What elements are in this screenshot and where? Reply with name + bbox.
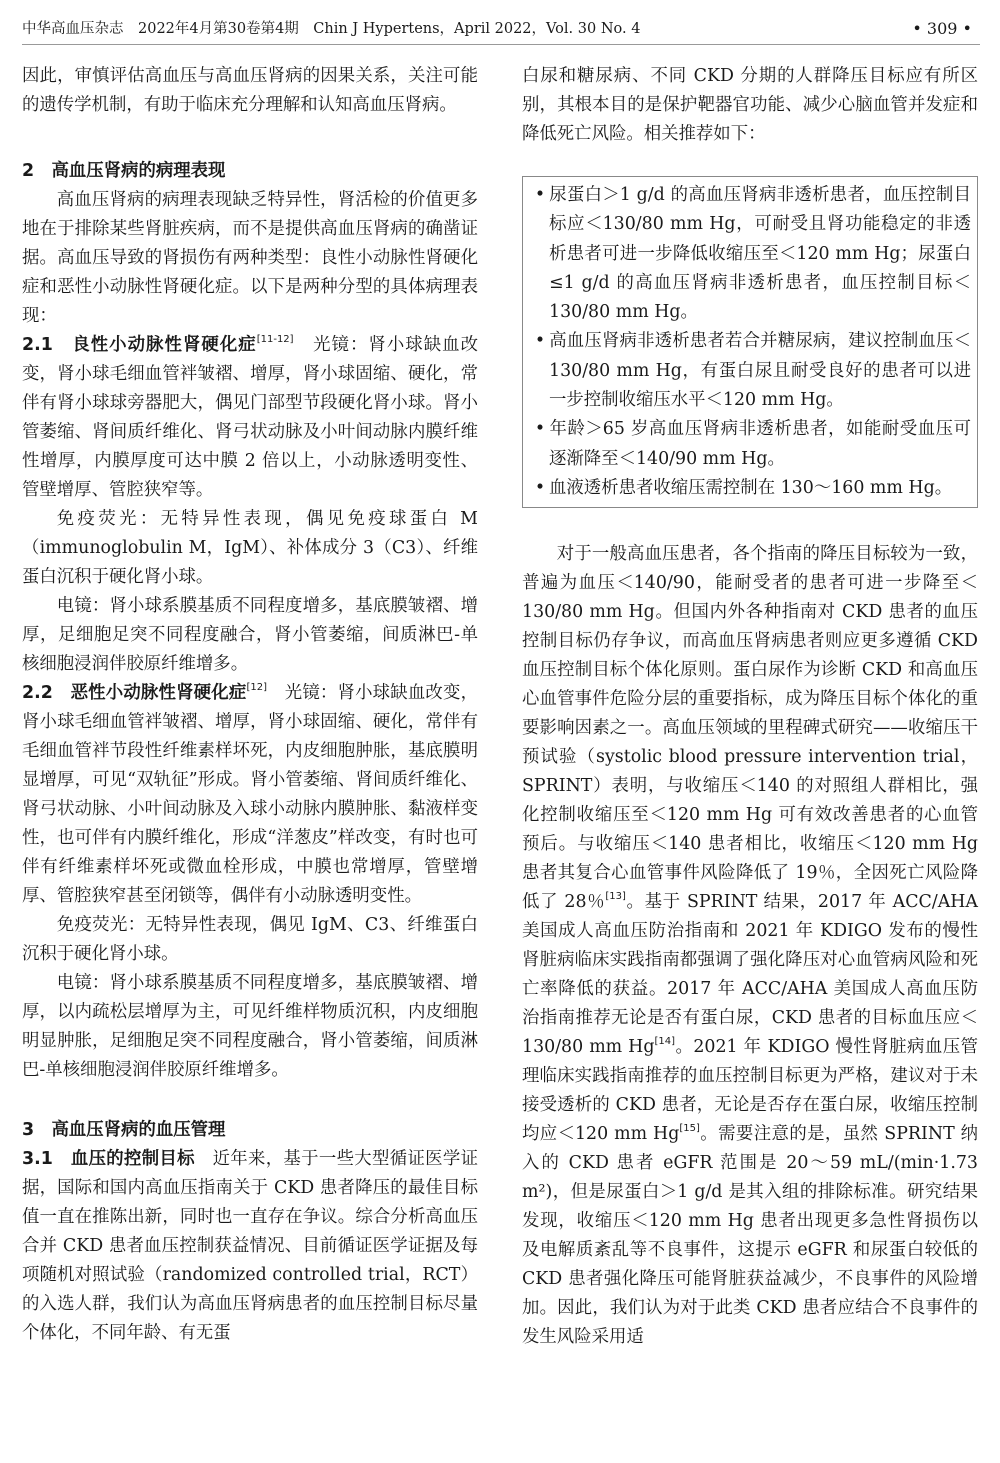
recommendations-box: [522, 176, 978, 508]
paragraph: [22, 679, 478, 911]
journal-citation: 中华高血压杂志 2022年4月第30卷第4期 Chin J Hypertens，April 2022，Vol. 30 No. 4: [22, 21, 641, 37]
text-run: 光镜：肾小球缺血改变，肾小球毛细血管袢皱褶、增厚，肾小球固缩、硬化，常伴有毛细血管袢节段性纤维素样坏死，内皮细胞肿胀，基底膜明显增厚，可见“双轨征”形成。肾小管萎缩、肾间质纤维化、肾弓状动脉、小叶间动脉及入球小动脉内膜肿胀、黏液样变性，也可伴有内膜纤维化，形成“洋葱皮”样改变，有时也可伴有纤维素样坏死或微血栓形成，中膜也常增厚，管壁增厚、管腔狭窄甚至闭锁等，偶伴有小动脉透明变性。: [22, 683, 478, 906]
citation-ref: [11-12]: [256, 334, 294, 345]
text-run: 因此，审慎评估高血压与高血压肾病的因果关系，关注可能的遗传学机制，有助于临床充分理解和认知高血压肾病。: [22, 66, 478, 115]
text-run: 光镜：肾小球缺血改变，肾小球毛细血管袢皱褶、增厚，肾小球固缩、硬化，常伴有肾小球球旁器肥大，偶见门部型节段硬化肾小球。肾小管萎缩、肾间质纤维化、肾弓状动脉及小叶间动脉内膜纤维性增厚，内膜厚度可达中膜 2 倍以上，小动脉透明变性、管壁增厚、管腔狭窄等。: [22, 335, 478, 500]
citation-ref: [12]: [246, 682, 267, 693]
text-run: 电镜：肾小球系膜基质不同程度增多，基底膜皱褶、增厚，足细胞足突不同程度融合，肾小管萎缩，间质淋巴-单核细胞浸润伴胶原纤维增多。: [22, 596, 478, 674]
paragraph: [22, 186, 478, 331]
paragraph: [22, 969, 478, 1085]
text-run: 免疫荧光：无特异性表现，偶见 IgM、C3、纤维蛋白沉积于硬化肾小球。: [22, 915, 478, 964]
paragraph: [22, 592, 478, 679]
paragraph: [22, 331, 478, 505]
intro-paragraph: 白尿和糖尿病、不同 CKD 分期的人群降压目标应有所区别，其根本目的是保护靶器官功能、减少心脑血管并发症和降低死亡风险。相关推荐如下：: [522, 66, 978, 144]
section-heading: 2 高血压肾病的病理表现: [22, 161, 226, 181]
text-run: 。基于 SPRINT 结果，2017 年 ACC/AHA 美国成人高血压防治指南和 2021 年 KDIGO 发布的慢性肾脏病临床实践指南都强调了强化降压对心血管病风险和死亡率降低的获益。2017 年 ACC/AHA 美国成人高血压防治指南推荐无论是否有蛋白尿，CKD 患者的目标血压应＜130/80 mm Hg: [522, 892, 978, 1058]
section-heading: 3 高血压肾病的血压管理: [22, 1120, 226, 1140]
text-run: 对于一般高血压患者，各个指南的降压目标较为一致，普遍为血压＜140/90，能耐受者的患者可进一步降至＜130/80 mm Hg。但国内外各种指南对 CKD 患者的血压控制目标仍存争议，而高血压肾病患者则应更多遵循 CKD 血压控制目标个体化原则。蛋白尿作为诊断 CKD 和高血压心血管事件危险分层的重要指标，成为降压目标个体化的重要影响因素之一。高血压领域的里程碑式研究——收缩压干预试验（systolic blood pressure intervention trial，SPRINT）表明，与收缩压＜140 的对照组人群相比，强化控制收缩压至＜120 mm Hg 可有效改善患者的心血管预后。与收缩压＜140 患者相比，收缩压＜120 mm Hg 患者其复合心血管事件风险降低了 19％，全因死亡风险降低了 28％: [522, 544, 978, 913]
paragraph: [22, 505, 478, 592]
text-run: 。需要注意的是，虽然 SPRINT 纳入的 CKD 患者 eGFR 范围是 20～59 mL/(min·1.73 m²)，但是尿蛋白＞1 g/d 是其入组的排除标准。研究结果发现，收缩压＜120 mm Hg 患者出现更多急性肾损伤以及电解质紊乱等不良事件，这提示 eGFR 和尿蛋白较低的 CKD 患者强化降压可能肾脏获益减少，不良事件的风险增加。因此，我们认为对于此类 CKD 患者应结合不良事件的发生风险采用适: [522, 1124, 979, 1348]
recommendation-item: • 高血压肾病非透析患者若合并糖尿病，建议控制血压＜130/80 mm Hg，有蛋白尿且耐受良好的患者可以进一步控制收缩压水平＜120 mm Hg。: [531, 327, 971, 415]
right-column: [522, 62, 978, 1352]
section-heading: 2.2 恶性小动脉性肾硬化症: [22, 683, 247, 703]
citation-ref: [14]: [654, 1036, 676, 1048]
text-run: 电镜：肾小球系膜基质不同程度增多，基底膜皱褶、增厚，以内疏松层增厚为主，可见纤维样物质沉积，内皮细胞明显肿胀，足细胞足突不同程度融合，肾小管萎缩，间质淋巴-单核细胞浸润伴胶原纤维增多。: [22, 973, 478, 1080]
section-heading: 3.1 血压的控制目标: [22, 1149, 195, 1169]
citation-ref: [13]: [605, 891, 626, 903]
recommendation-item: • 尿蛋白＞1 g/d 的高血压肾病非透析患者，血压控制目标应＜130/80 mm Hg，可耐受且肾功能稳定的非透析患者可进一步降低收缩压至＜120 mm Hg；尿蛋白≤1 g/d 的高血压肾病非透析患者，血压控制目标＜130/80 mm Hg。: [531, 181, 971, 327]
section-heading-line: [22, 1116, 478, 1145]
running-header: [22, 18, 980, 45]
paragraph: [22, 1145, 478, 1348]
text-run: 高血压肾病的病理表现缺乏特异性，肾活检的价值更多地在于排除某些肾脏疾病，而不是提供高血压肾病的确凿证据。高血压导致的肾损伤有两种类型：良性小动脉性肾硬化症和恶性小动脉性肾硬化症。以下是两种分型的具体病理表现：: [22, 190, 478, 326]
citation-ref: [15]: [679, 1123, 700, 1135]
page-number: • 309 •: [912, 19, 972, 38]
text-run: 。2021 年 KDIGO 慢性肾脏病血压管理临床实践指南推荐的血压控制目标更为严格，建议对于未接受透析的 CKD 患者，无论是否存在蛋白尿，收缩压控制均应＜120 mm Hg: [522, 1037, 978, 1145]
recommendation-item: • 血液透析患者收缩压需控制在 130～160 mm Hg。: [531, 474, 971, 503]
paragraph: [22, 62, 478, 120]
text-run: 近年来，基于一些大型循证医学证据，国际和国内高血压指南关于 CKD 患者降压的最佳目标值一直在推陈出新，同时也一直存在争议。综合分析高血压合并 CKD 患者血压控制获益情况、目前循证医学证据及每项随机对照试验（randomized controlled trial，RCT）的入选人群，我们认为高血压肾病患者的血压控制目标尽量个体化，不同年龄、有无蛋: [22, 1149, 478, 1343]
section-heading: 2.1 良性小动脉性肾硬化症: [22, 335, 257, 355]
paragraph: [22, 911, 478, 969]
text-run: 免疫荧光：无特异性表现，偶见免疫球蛋白 M（immunoglobulin M，IgM）、补体成分 3（C3）、纤维蛋白沉积于硬化肾小球。: [22, 509, 478, 587]
left-column: [22, 62, 478, 1348]
body-paragraph: [522, 540, 978, 1352]
section-heading-line: [22, 157, 478, 186]
recommendation-item: • 年龄＞65 岁高血压肾病非透析患者，如能耐受血压可逐渐降至＜140/90 mm Hg。: [531, 415, 971, 474]
